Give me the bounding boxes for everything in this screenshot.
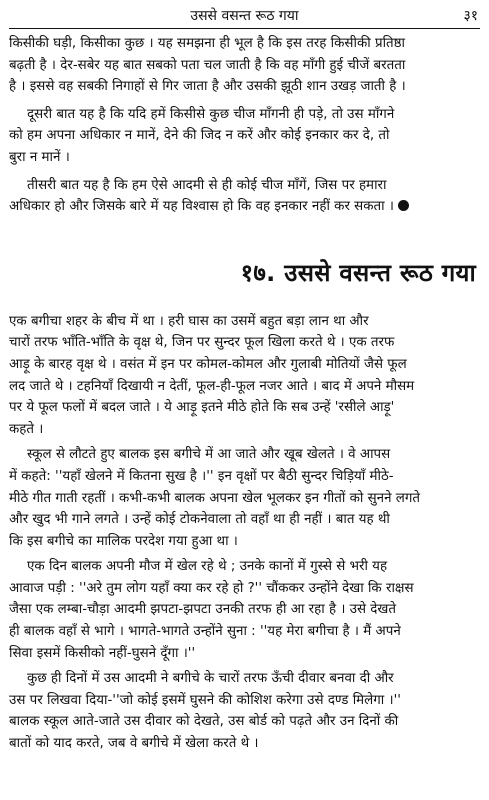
chapter-paragraph-2	[9, 444, 480, 552]
paragraph-2	[9, 104, 480, 169]
running-title: उससे वसन्त रूठ गया	[190, 8, 299, 24]
text-line: चारों तरफ भाँति-भाँति के वृक्ष थे, जिन पर सुन्दर फूल खिला करते थे । एक तरफ	[9, 335, 395, 351]
text-line: और खुद भी गाने लगते । उन्हें कोई टोकनेवाला तो वहाँ था ही नहीं । बात यह थी	[9, 512, 390, 528]
text-line: जैसा एक लम्बा-चौड़ा आदमी झपटा-झपटा उनकी तरफ ही आ रहा है । उसे देखते	[9, 602, 397, 618]
text-line: बातों को याद करते, जब वे बगीचे में खेला करते थे ।	[9, 736, 259, 752]
page-number: ३१	[463, 8, 478, 24]
text-line: सिवा इसमें किसीको नहीं-घुसने दूँगा ।''	[9, 645, 196, 661]
text-line: बालक स्कूल आते-जाते उस दीवार को देखते, उस बोर्ड को पढ़ते और उन दिनों की	[9, 714, 399, 730]
chapter-paragraph-4	[9, 668, 480, 754]
text-line: उस पर लिखवा दिया-''जो कोई इसमें घुसने की कोशिश करेगा उसे दण्ड मिलेगा ।''	[9, 692, 401, 708]
text-line: को हम अपना अधिकार न मानें, देने की जिद न करें और कोई इनकार कर दे, तो	[9, 128, 390, 144]
paragraph-3	[9, 175, 480, 218]
text-line: बुरा न मानें ।	[9, 149, 70, 165]
text-line-with-bullet	[9, 196, 480, 218]
text-line: मीठे गीत गाती रहतीं । कभी-कभी बालक अपना खेल भूलकर इन गीतों को सुनने लगते	[9, 490, 421, 506]
text-line: तीसरी बात यह है कि हम ऐसे आदमी से ही कोई चीज माँगें, जिस पर हमारा	[27, 177, 387, 193]
text-line: कि इस बगीचे का मालिक परदेश गया हुआ था ।	[9, 533, 238, 549]
text-line: ही बालक वहाँ से भागे । भागते-भागते उन्होंने सुना : ''यह मेरा बगीचा है । मैं अपने	[9, 624, 401, 640]
text-line: है । इससे वह सबकी निगाहों से गिर जाता है और उसकी झूठी शान उखड़ जाती है ।	[9, 79, 406, 95]
page-header	[9, 4, 480, 29]
chapter-paragraph-3	[9, 556, 480, 664]
text-line: बढ़ती है । देर-सबेर यह बात सबको पता चल जाती है कि वह माँगी हुई चीजें बरतता	[9, 57, 406, 73]
chapter-paragraph-1	[9, 311, 480, 441]
text-line: दूसरी बात यह है कि यदि हमें किसीसे कुछ चीज माँगनी ही पड़े, तो उस माँगने	[27, 106, 395, 122]
text-line: लद जाते थे । टहनियाँ दिखायी न देतीं, फूल-ही-फूल नजर आते । बाद में अपने मौसम	[9, 378, 415, 394]
text-line: एक दिन बालक अपनी मौज में खेल रहे थे ; उनके कानों में गुस्से से भरी यह	[27, 559, 388, 575]
text-line: में कहते: ''यहाँ खेलने में कितना सुख है ।'' इन वृक्षों पर बैठी सुन्दर चिड़ियाँ मीठे-	[9, 468, 394, 484]
paragraph-1	[9, 33, 480, 98]
chapter-heading: १७. उससे वसन्त रूठ गया	[240, 258, 476, 287]
text-line: आवाज पड़ी : ''अरे तुम लोग यहाँ क्या कर रहे हो ?'' चौंककर उन्होंने देखा कि राक्षस	[9, 580, 414, 596]
text-line: अधिकार हो और जिसके बारे में यह विश्वास हो कि वह इनकार नहीं कर सकता ।	[9, 199, 394, 215]
text-line: आड़ू के बारह वृक्ष थे । वसंत में इन पर कोमल-कोमल और गुलाबी मोतियों जैसे फूल	[9, 356, 407, 372]
text-line: स्कूल से लौटते हुए बालक इस बगीचे में आ जाते और खूब खेलते । वे आपस	[27, 447, 391, 463]
text-line: एक बगीचा शहर के बीच में था । हरी घास का उसमें बहुत बड़ा लान था और	[9, 313, 369, 329]
text-line: कुछ ही दिनों में उस आदमी ने बगीचे के चारों तरफ ऊँची दीवार बनवा दी और	[27, 671, 394, 687]
text-line: पर ये फूल फलों में बदल जाते । ये आड़ू इतने मीठे होते कि सब उन्हें 'रसीले आड़ू'	[9, 400, 395, 416]
section-end-bullet-icon	[398, 200, 409, 211]
text-line: किसीकी घड़ी, किसीका कुछ । यह समझना ही भूल है कि इस तरह किसीकी प्रतिष्ठा	[9, 36, 406, 51]
text-line: कहते ।	[9, 421, 44, 437]
